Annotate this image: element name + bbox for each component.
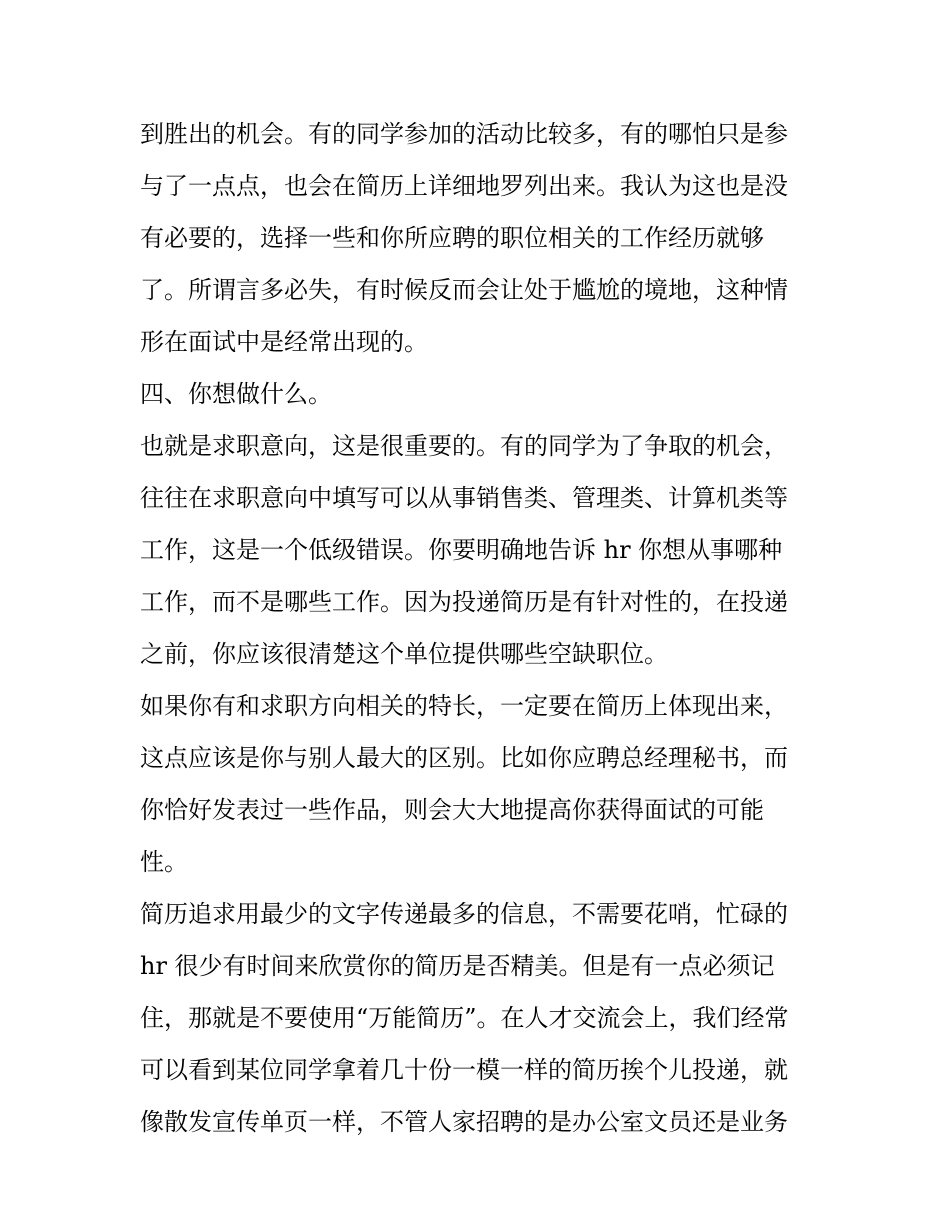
text-line: 你恰好发表过一些作品，则会大大地提高你获得面试的可能 bbox=[140, 796, 764, 824]
text-line: 工作，这是一个低级错误。你要明确地告诉 hr 你想从事哪种 bbox=[140, 536, 783, 564]
text-line: 也就是求职意向，这是很重要的。有的同学为了争取的机会， bbox=[140, 432, 788, 460]
text-line: 形在面试中是经常出现的。 bbox=[140, 328, 428, 356]
text-line: 住，那就是不要使用“万能简历”。在人才交流会上，我们经常 bbox=[140, 1004, 789, 1032]
text-line: 工作，而不是哪些工作。因为投递简历是有针对性的，在投递 bbox=[140, 588, 788, 616]
text-line: 有必要的，选择一些和你所应聘的职位相关的工作经历就够 bbox=[140, 224, 764, 252]
text-line: 了。所谓言多必失，有时候反而会让处于尴尬的境地，这种情 bbox=[140, 276, 788, 304]
text-line: 如果你有和求职方向相关的特长，一定要在简历上体现出来， bbox=[140, 692, 788, 720]
document-body bbox=[140, 108, 820, 1148]
text-line: 往往在求职意向中填写可以从事销售类、管理类、计算机类等 bbox=[140, 484, 788, 512]
text-line: 性。 bbox=[140, 848, 188, 876]
text-line: 简历追求用最少的文字传递最多的信息，不需要花哨，忙碌的 bbox=[140, 900, 788, 928]
text-line: 像散发宣传单页一样，不管人家招聘的是办公室文员还是业务 bbox=[140, 1108, 788, 1136]
text-line: 到胜出的机会。有的同学参加的活动比较多，有的哪怕只是参 bbox=[140, 120, 788, 148]
text-line: hr 很少有时间来欣赏你的简历是否精美。但是有一点必须记 bbox=[140, 952, 775, 980]
text-line: 可以看到某位同学拿着几十份一模一样的简历挨个儿投递，就 bbox=[140, 1056, 788, 1084]
section-heading: 四、你想做什么。 bbox=[140, 380, 332, 408]
text-line: 与了一点点，也会在简历上详细地罗列出来。我认为这也是没 bbox=[140, 172, 788, 200]
text-line: 之前，你应该很清楚这个单位提供哪些空缺职位。 bbox=[140, 640, 668, 668]
text-line: 这点应该是你与别人最大的区别。比如你应聘总经理秘书，而 bbox=[140, 744, 788, 772]
